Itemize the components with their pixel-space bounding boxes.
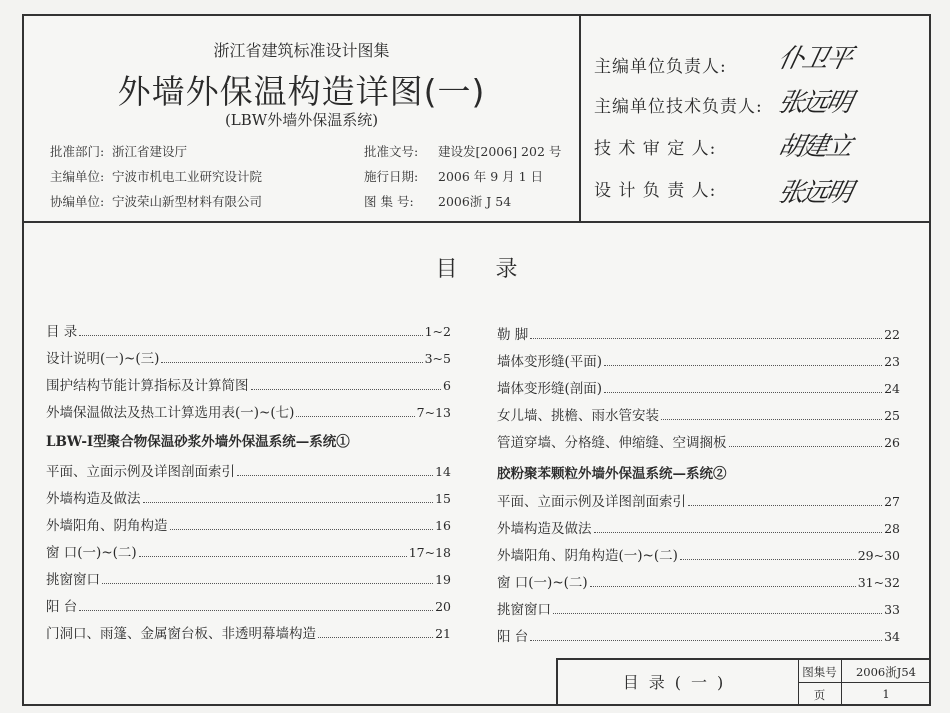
toc-entry[interactable]: 门洞口、雨篷、金属窗台板、非透明幕墙构造 21 [46, 626, 451, 642]
responsible-role-4: 设 计 负 责 人: [594, 181, 717, 201]
toc-section-heading: LBW-Ⅰ型聚合物保温砂浆外墙外保温系统—系统① [46, 434, 350, 450]
toc-entry[interactable]: 墙体变形缝(平面) 23 [497, 354, 900, 370]
toc-entry[interactable]: 挑窗窗口 33 [497, 602, 900, 618]
handwritten-signature-2: 张远明 [775, 88, 854, 118]
approval-doc: 批准文号: 建设发[2006] 202 号 [364, 144, 562, 159]
page-title: 外墙外保温构造详图(一) [117, 72, 486, 111]
toc-entry[interactable]: 目 录 1~2 [46, 324, 451, 340]
footer-title: 目录(一) [558, 660, 799, 706]
page-subtitle: (LBW外墙外保温系统) [224, 111, 379, 129]
toc-entry[interactable]: 外墙构造及做法 15 [46, 491, 451, 507]
handwritten-signature-1: 仆卫平 [775, 44, 854, 74]
toc-section-heading: 胶粉聚苯颗粒外墙外保温系统—系统② [497, 466, 727, 482]
responsible-role-3: 技 术 审 定 人: [594, 139, 717, 159]
title-block [24, 16, 929, 223]
effective-date: 施行日期: 2006 年 9 月 1 日 [364, 169, 544, 184]
atlas-name: 浙江省建筑标准设计图集 [213, 41, 390, 60]
responsible-role-2: 主编单位技术负责人: [594, 97, 763, 117]
toc-entry[interactable]: 挑窗窗口 19 [46, 572, 451, 588]
toc-entry[interactable]: 外墙阳角、阴角构造 16 [46, 518, 451, 534]
title-block-left [24, 16, 581, 221]
footer-atlas-number: 2006浙J54 [855, 665, 916, 679]
responsible-role-1: 主编单位负责人: [594, 57, 727, 77]
co-editor-unit: 协编单位: 宁波荣山新型材料有限公司 [50, 194, 263, 209]
toc-entry[interactable]: 勒 脚 22 [497, 327, 900, 343]
atlas-number: 图 集 号: 2006浙 J 54 [364, 194, 512, 209]
toc-entry[interactable]: 平面、立面示例及详图剖面索引 27 [497, 494, 900, 510]
toc-entry[interactable]: 窗 口(一)~(二) 17~18 [46, 545, 451, 561]
drawing-sheet [22, 14, 931, 706]
footer-title-block [556, 658, 931, 706]
footer-page-number: 1 [882, 687, 890, 701]
footer-divider [798, 682, 931, 683]
toc-entry[interactable]: 阳 台 20 [46, 599, 451, 615]
toc-entry[interactable]: 平面、立面示例及详图剖面索引 14 [46, 464, 451, 480]
toc-entry[interactable]: 女儿墙、挑檐、雨水管安装 25 [497, 408, 900, 424]
toc-entry[interactable]: 外墙构造及做法 28 [497, 521, 900, 537]
toc-entry[interactable]: 管道穿墙、分格缝、伸缩缝、空调搁板 26 [497, 435, 900, 451]
footer-atlas-label: 图集号 [802, 665, 837, 679]
toc-entry[interactable]: 设计说明(一)~(三) 3~5 [46, 351, 451, 367]
editor-unit: 主编单位: 宁波市机电工业研究设计院 [50, 169, 263, 184]
toc-title: 目录 [435, 257, 556, 282]
handwritten-signature-4: 张远明 [775, 178, 854, 208]
approval-dept: 批准部门: 浙江省建设厅 [50, 144, 188, 159]
toc-entry[interactable]: 外墙阳角、阴角构造(一)~(二) 29~30 [497, 548, 900, 564]
toc-entry[interactable]: 墙体变形缝(剖面) 24 [497, 381, 900, 397]
footer-page-label: 页 [813, 688, 826, 702]
toc-entry[interactable]: 围护结构节能计算指标及计算简图 6 [46, 378, 451, 394]
toc-entry[interactable]: 外墙保温做法及热工计算选用表(一)~(七) 7~13 [46, 405, 451, 421]
handwritten-signature-3: 胡建立 [775, 132, 854, 162]
toc-entry[interactable]: 窗 口(一)~(二) 31~32 [497, 575, 900, 591]
toc-entry[interactable]: 阳 台 34 [497, 629, 900, 645]
